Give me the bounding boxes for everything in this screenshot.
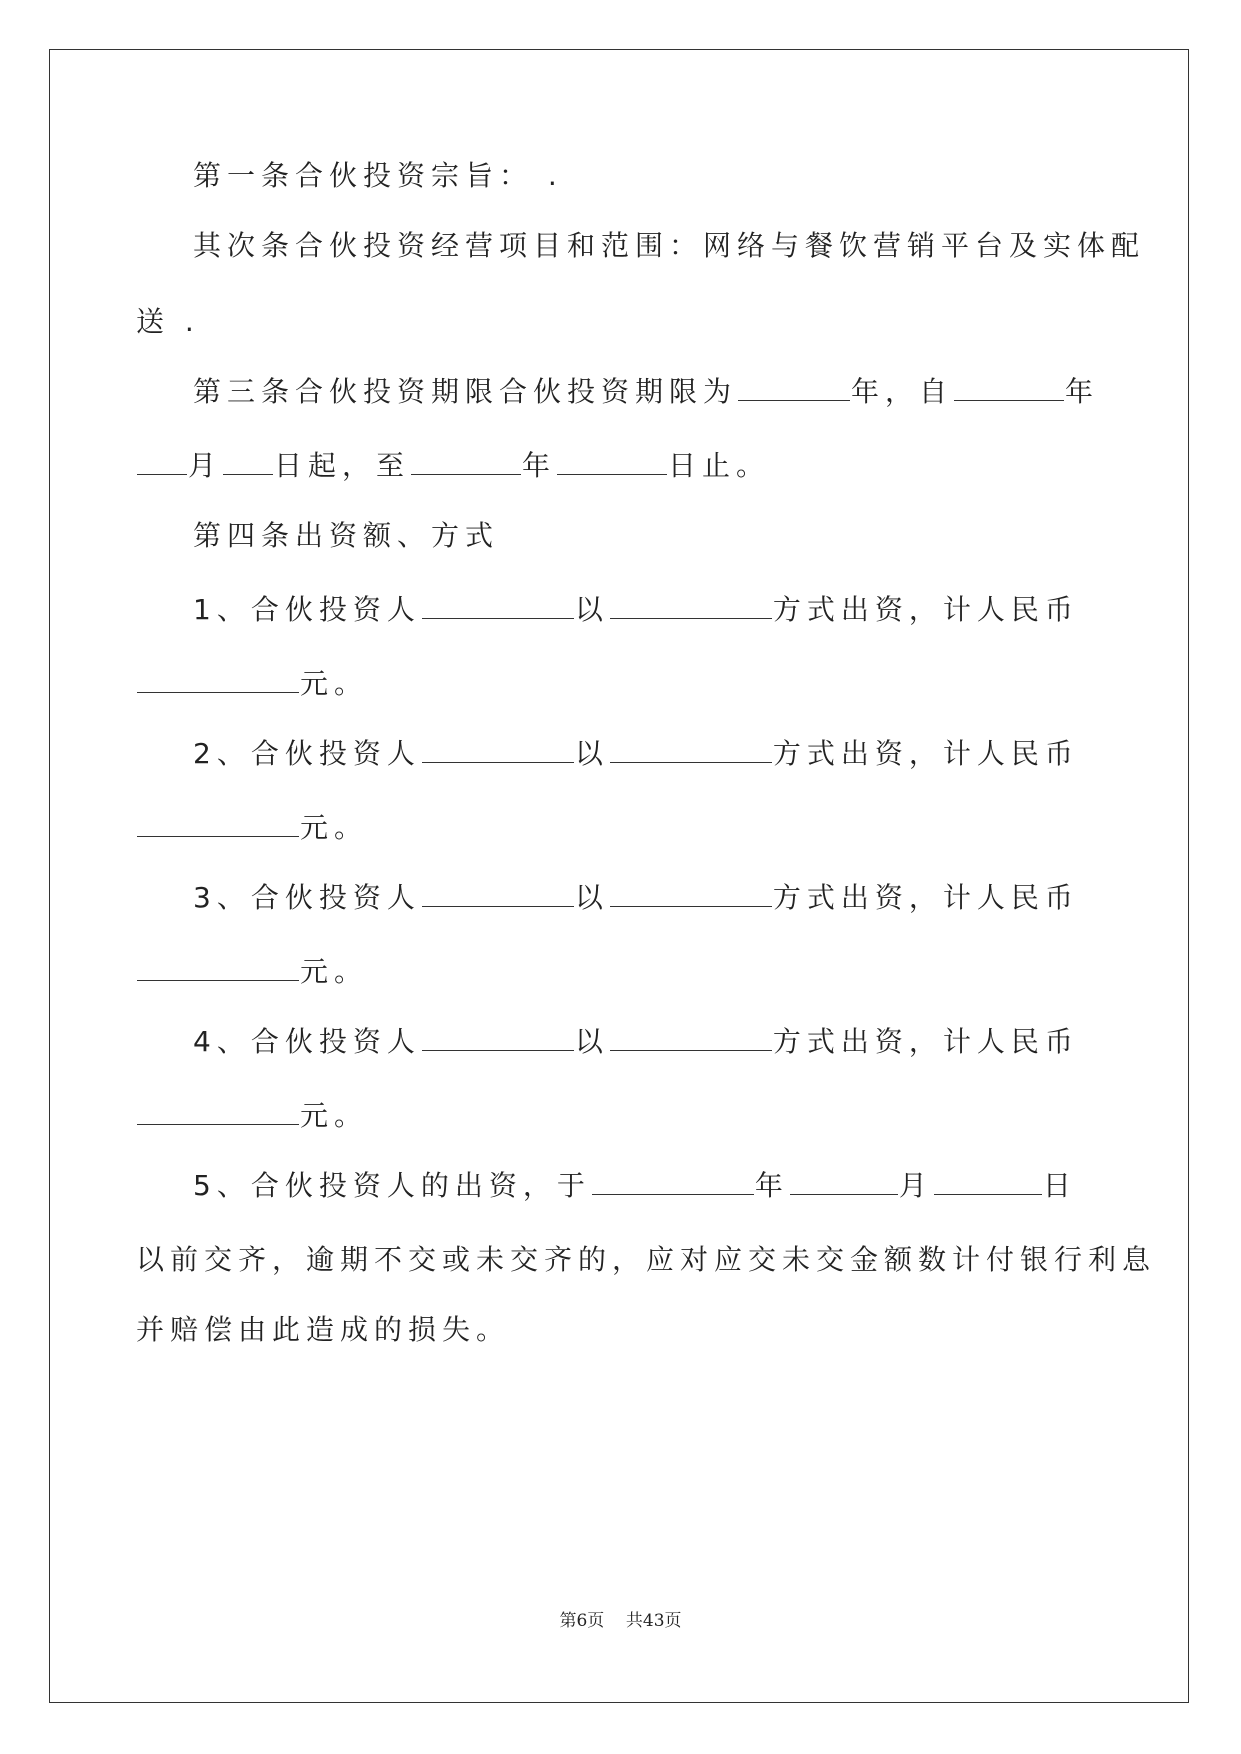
- day-field[interactable]: [934, 1168, 1042, 1195]
- contribution-text: 以: [574, 593, 609, 626]
- article-2-line-1: [193, 228, 1145, 264]
- contribution-text: 以: [574, 737, 609, 770]
- article-3-line-1: [193, 374, 1099, 410]
- item5-text: 月: [898, 1169, 933, 1202]
- article-3-text: 月: [188, 449, 223, 482]
- article-2-text: 其次条合伙投资经营项目和范围：网络与餐饮营销平台及实体配: [193, 229, 1146, 262]
- contribution-item-1: [193, 592, 1079, 628]
- investor-name-field[interactable]: [422, 880, 574, 907]
- total-label-suffix: 页: [664, 1611, 682, 1631]
- article-2-text-cont: 送 .: [136, 305, 200, 338]
- currency-unit: 元。: [300, 811, 369, 844]
- year-field[interactable]: [592, 1168, 754, 1195]
- total-label-prefix: 共: [625, 1611, 643, 1631]
- article-3-text: 日止。: [668, 449, 771, 482]
- page-border: [49, 49, 1189, 1703]
- contribution-item-4: [193, 1024, 1079, 1060]
- total-pages: 43: [642, 1611, 665, 1631]
- investor-name-field[interactable]: [422, 1024, 574, 1051]
- contribution-label: 2、合伙投资人: [193, 737, 421, 770]
- article-4-heading: [193, 518, 499, 554]
- contribution-item-4-amount: [136, 1098, 368, 1134]
- investor-name-field[interactable]: [422, 736, 574, 763]
- amount-field[interactable]: [137, 1098, 299, 1125]
- item5-text: 以前交齐，逾期不交或未交齐的，应对应交未交金额数计付银行利息: [136, 1243, 1157, 1276]
- blank-field[interactable]: [223, 448, 273, 475]
- item5-text: 年: [754, 1169, 789, 1202]
- method-field[interactable]: [610, 880, 772, 907]
- page-footer: [0, 1606, 1241, 1631]
- amount-field[interactable]: [137, 810, 299, 837]
- contribution-label: 3、合伙投资人: [193, 881, 421, 914]
- contribution-item-3: [193, 880, 1079, 916]
- article-3-line-2: [136, 448, 770, 484]
- article-3-text: 第三条合伙投资期限合伙投资期限为: [193, 375, 738, 408]
- currency-unit: 元。: [300, 667, 369, 700]
- contribution-text: 以: [574, 881, 609, 914]
- contribution-item-5: [193, 1168, 1077, 1204]
- blank-field[interactable]: [954, 374, 1064, 401]
- article-2-line-2: [136, 304, 200, 340]
- contribution-text: 方式出资，计人民币: [772, 1025, 1079, 1058]
- blank-field[interactable]: [411, 448, 521, 475]
- contribution-label: 1、合伙投资人: [193, 593, 421, 626]
- page-number: 6: [576, 1611, 588, 1631]
- currency-unit: 元。: [300, 1099, 369, 1132]
- blank-field[interactable]: [137, 448, 187, 475]
- article-3-text: 日起，至: [274, 449, 411, 482]
- article-1-text: 第一条合伙投资宗旨： .: [193, 159, 563, 192]
- item5-text: 日: [1042, 1169, 1077, 1202]
- blank-field[interactable]: [738, 374, 850, 401]
- method-field[interactable]: [610, 592, 772, 619]
- contribution-item-2-amount: [136, 810, 368, 846]
- contribution-item-2: [193, 736, 1079, 772]
- page-label-prefix: 第: [559, 1611, 577, 1631]
- page-label-suffix: 页: [587, 1611, 605, 1631]
- contribution-label: 4、合伙投资人: [193, 1025, 421, 1058]
- item-5-line-2: [136, 1242, 1156, 1278]
- item5-text: 5、合伙投资人的出资，于: [193, 1169, 591, 1202]
- article-1: [193, 158, 563, 194]
- contribution-text: 以: [574, 1025, 609, 1058]
- currency-unit: 元。: [300, 955, 369, 988]
- method-field[interactable]: [610, 736, 772, 763]
- blank-field[interactable]: [557, 448, 667, 475]
- contribution-text: 方式出资，计人民币: [772, 881, 1079, 914]
- item5-text: 并赔偿由此造成的损失。: [136, 1313, 511, 1346]
- contribution-text: 方式出资，计人民币: [772, 737, 1079, 770]
- contribution-text: 方式出资，计人民币: [772, 593, 1079, 626]
- article-3-text: 年: [522, 449, 557, 482]
- article-3-text: 年，自: [851, 375, 954, 408]
- amount-field[interactable]: [137, 954, 299, 981]
- contribution-item-3-amount: [136, 954, 368, 990]
- method-field[interactable]: [610, 1024, 772, 1051]
- article-4-text: 第四条出资额、方式: [193, 519, 500, 552]
- investor-name-field[interactable]: [422, 592, 574, 619]
- contribution-item-1-amount: [136, 666, 368, 702]
- month-field[interactable]: [790, 1168, 898, 1195]
- article-3-text: 年: [1065, 375, 1100, 408]
- item-5-line-3: [136, 1312, 510, 1348]
- amount-field[interactable]: [137, 666, 299, 693]
